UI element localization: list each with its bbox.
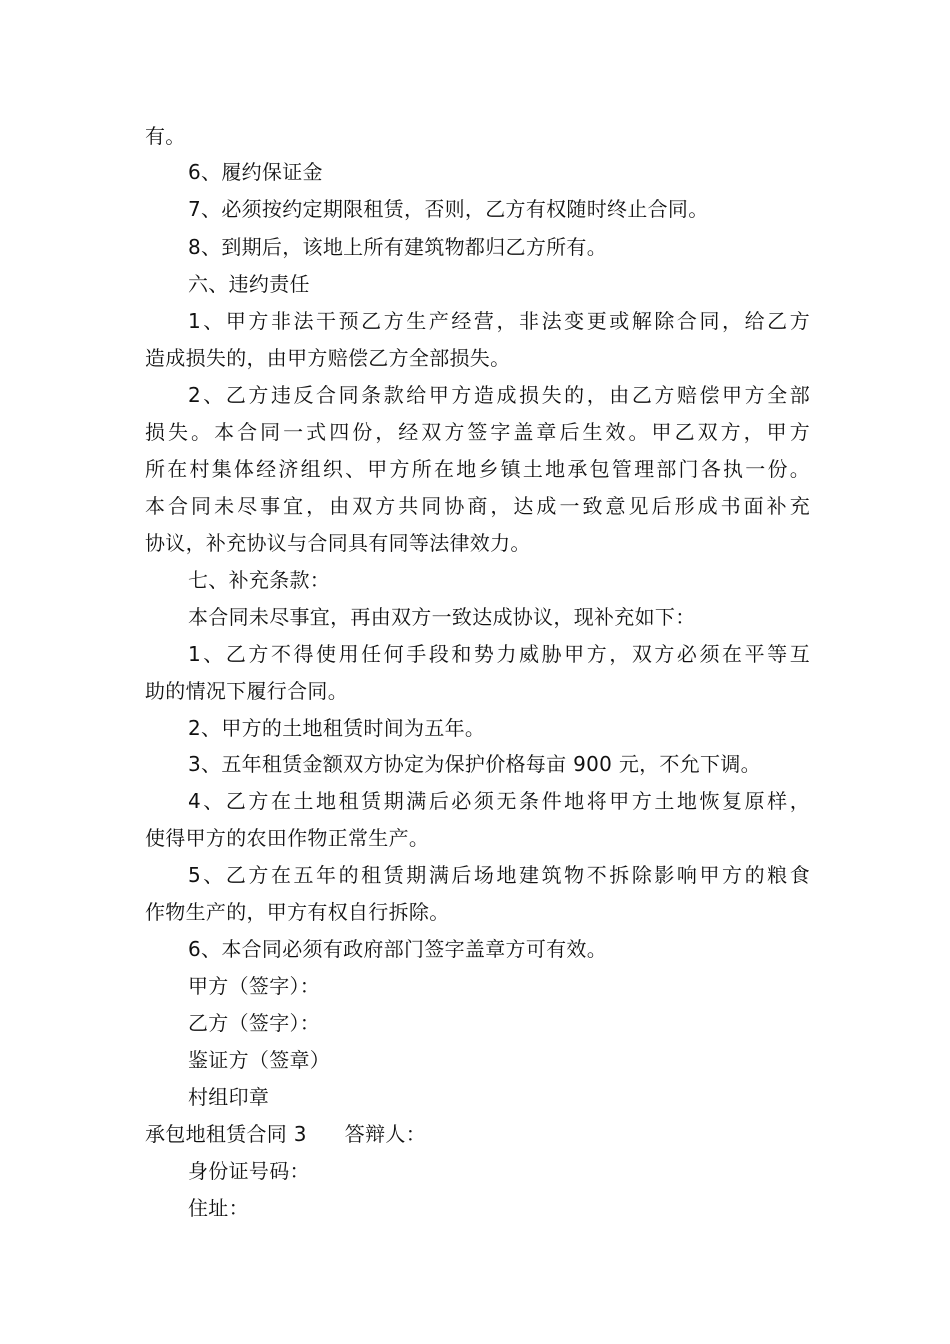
signature-witness: 鉴证方（签章） <box>188 1048 331 1072</box>
text-line: 造成损失的，由甲方赔偿乙方全部损失。 <box>145 346 511 370</box>
text-line: 所在村集体经济组织、甲方所在地乡镇土地承包管理部门各执一份。 <box>145 457 810 481</box>
section-title: 承包地租赁合同 3 <box>145 1122 307 1146</box>
text-line: 1、甲方非法干预乙方生产经营，非法变更或解除合同，给乙方 <box>188 309 810 333</box>
signature-party-a: 甲方（签字）： <box>188 974 321 998</box>
text-line: 使得甲方的农田作物正常生产。 <box>145 826 430 850</box>
text-line: 2、乙方违反合同条款给甲方造成损失的，由乙方赔偿甲方全部 <box>188 383 810 407</box>
text-line: 6、履约保证金 <box>188 160 323 184</box>
village-seal: 村组印章 <box>188 1085 270 1109</box>
text-line: 损失。本合同一式四份，经双方签字盖章后生效。甲乙双方，甲方 <box>145 420 810 444</box>
section-title-row <box>145 1116 810 1153</box>
text-line: 3、五年租赁金额双方协定为保护价格每亩 900 元，不允下调。 <box>188 752 761 776</box>
text-line: 5、乙方在五年的租赁期满后场地建筑物不拆除影响甲方的粮食 <box>188 863 810 887</box>
text-line: 7、必须按约定期限租赁，否则，乙方有权随时终止合同。 <box>188 197 709 221</box>
text-line: 有。 <box>145 124 186 148</box>
address-label: 住址： <box>188 1196 249 1220</box>
text-line: 4、乙方在土地租赁期满后必须无条件地将甲方土地恢复原样， <box>188 789 810 813</box>
text-line: 助的情况下履行合同。 <box>145 679 348 703</box>
section-heading: 七、补充条款： <box>188 568 331 592</box>
text-line: 2、甲方的土地租赁时间为五年。 <box>188 716 486 740</box>
section-heading: 六、违约责任 <box>188 272 310 296</box>
text-line: 8、到期后，该地上所有建筑物都归乙方所有。 <box>188 235 608 259</box>
text-line: 协议，补充协议与合同具有同等法律效力。 <box>145 531 531 555</box>
text-line: 本合同未尽事宜，再由双方一致达成协议，现补充如下： <box>188 605 696 629</box>
text-line: 1、乙方不得使用任何手段和势力威胁甲方，双方必须在平等互 <box>188 642 810 666</box>
text-line: 本合同未尽事宜，由双方共同协商，达成一致意见后形成书面补充 <box>145 494 810 518</box>
respondent-label: 答辩人： <box>344 1122 426 1146</box>
signature-party-b: 乙方（签字）： <box>188 1011 321 1035</box>
id-number-label: 身份证号码： <box>188 1159 310 1183</box>
text-line: 作物生产的，甲方有权自行拆除。 <box>145 900 450 924</box>
text-line: 6、本合同必须有政府部门签字盖章方可有效。 <box>188 937 608 961</box>
